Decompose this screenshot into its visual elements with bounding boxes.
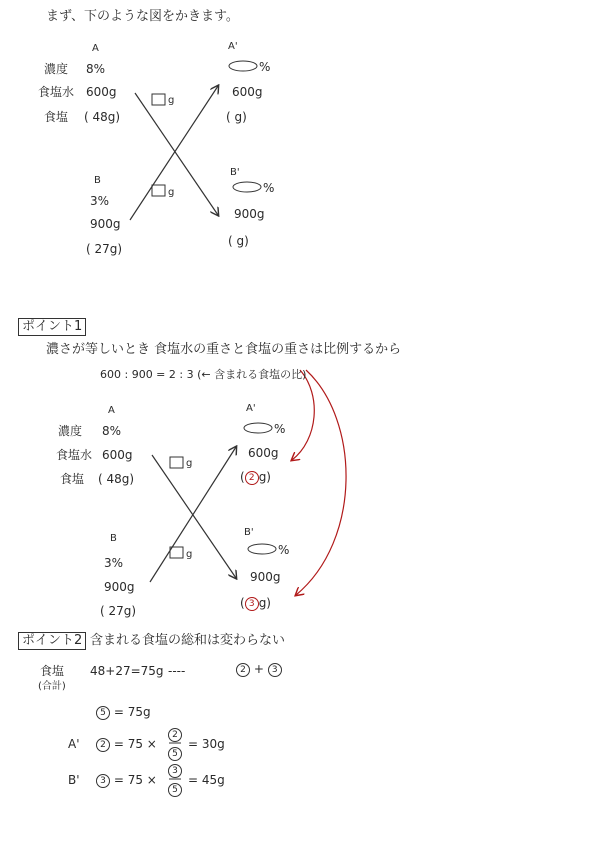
d2-a2-salt: ( 2 g) — [240, 470, 271, 484]
calc-line3 — [96, 773, 157, 788]
d1-b2-pct: % — [263, 181, 275, 195]
point1-ratio: 600 : 900 = 2 : 3 (← 含まれる食塩の比) — [100, 368, 307, 381]
d2-b-water: 900g — [104, 580, 135, 594]
point2-total-sub: (合計) — [38, 681, 66, 692]
d1-salt-label: 食塩 — [44, 110, 69, 124]
intro-text: まず、下のような図をかきます。 — [46, 9, 239, 24]
calc-line2-res: = 30g — [188, 737, 225, 751]
d1-b-salt: ( 27g) — [86, 242, 123, 256]
red-arrow-to-3 — [296, 370, 346, 595]
d2-a2-water: 600g — [248, 446, 279, 460]
d2-b2-pct: % — [278, 543, 290, 557]
calc-line3-mid: = 75 × — [113, 773, 157, 787]
d2-a2-pct: % — [274, 422, 286, 436]
d1-conc-label: 濃度 — [44, 62, 69, 76]
calc-line1-circle: 5 — [96, 706, 110, 720]
d1-b-conc: 3% — [90, 194, 110, 208]
d2-b2-salt-unit: g) — [258, 596, 271, 610]
point2-total-label: 食塩 — [40, 664, 65, 678]
calc-line3-label: B' — [68, 773, 80, 787]
d2-water-label: 食塩水 — [56, 448, 93, 462]
d1-b2-salt: ( g) — [228, 234, 249, 248]
d2-b2-label: B' — [244, 527, 254, 538]
blank-ellipse-a2 — [229, 61, 257, 71]
d1-a-conc: 8% — [86, 62, 106, 76]
d2-box-unit-bottom: g — [186, 549, 193, 560]
sum-circle-2: 2 — [236, 663, 250, 677]
d1-a2-label: A' — [228, 41, 238, 52]
point1-sentence: 濃さが等しいとき 食塩水の重さと食塩の重さは比例するから — [46, 342, 402, 357]
d1-a2-pct: % — [259, 60, 271, 74]
d2-salt-label: 食塩 — [60, 472, 85, 486]
calc-line2-num-circle: 2 — [168, 728, 182, 742]
d1-a-salt: ( 48g) — [84, 110, 121, 124]
point2-title: ポイント2 — [18, 632, 86, 650]
calc-line2-circle: 2 — [96, 738, 110, 752]
d2-b-salt: ( 27g) — [100, 604, 137, 618]
blank-box-top-2 — [170, 457, 183, 468]
point2-dashes: ---- — [168, 664, 186, 678]
d2-a2-label: A' — [246, 403, 256, 414]
d1-a-label: A — [92, 43, 99, 54]
calc-line2-den-circle: 5 — [168, 747, 182, 761]
calc-line3-res: = 45g — [188, 773, 225, 787]
d2-b-conc: 3% — [104, 556, 124, 570]
d1-b-label: B — [94, 175, 101, 186]
point2-sentence: 含まれる食塩の総和は変わらない — [90, 633, 286, 648]
d2-a2-salt-unit: g) — [258, 470, 271, 484]
d1-a-water: 600g — [86, 85, 117, 99]
calc-line3-den-circle: 5 — [168, 783, 182, 797]
blank-ellipse-b2 — [233, 182, 261, 192]
d2-box-unit-top: g — [186, 458, 193, 469]
calc-line1-rest: = 75g — [113, 705, 151, 719]
cross-line-a-to-b2 — [135, 93, 218, 215]
sum-circle-3: 3 — [268, 663, 282, 677]
calc-line2-den — [168, 746, 182, 761]
calc-line3-den — [168, 782, 182, 797]
d1-b2-label: B' — [230, 167, 240, 178]
calc-line3-num — [168, 763, 182, 778]
blank-box-top — [152, 94, 165, 105]
d2-a-salt: ( 48g) — [98, 472, 135, 486]
d2-a-water: 600g — [102, 448, 133, 462]
cross-line-b-to-a2-2 — [150, 447, 236, 582]
d2-b-label: B — [110, 533, 117, 544]
d2-b2-salt: ( 3 g) — [240, 596, 271, 610]
d2-a2-salt-circle: 2 — [245, 471, 259, 485]
d1-b2-water: 900g — [234, 207, 265, 221]
d1-water-label: 食塩水 — [38, 85, 75, 99]
d2-a-label: A — [108, 405, 115, 416]
point1-title: ポイント1 — [18, 318, 86, 336]
blank-ellipse-b2-2 — [248, 544, 276, 554]
d1-box-unit-top: g — [168, 95, 175, 106]
calc-line3-circle: 3 — [96, 774, 110, 788]
calc-line2 — [96, 737, 157, 752]
calc-line2-mid: = 75 × — [113, 737, 157, 751]
calc-line1 — [96, 705, 151, 720]
d1-b-water: 900g — [90, 217, 121, 231]
d2-b2-salt-circle: 3 — [245, 597, 259, 611]
sum-plus: + — [253, 662, 264, 676]
d1-a2-salt: ( g) — [226, 110, 247, 124]
d1-a2-water: 600g — [232, 85, 263, 99]
d2-conc-label: 濃度 — [58, 424, 83, 438]
blank-box-bottom — [152, 185, 165, 196]
calc-line3-num-circle: 3 — [168, 764, 182, 778]
calc-line2-num — [168, 727, 182, 742]
blank-ellipse-a2-2 — [244, 423, 272, 433]
d1-box-unit-bottom: g — [168, 187, 175, 198]
point2-total-calc: 48+27=75g — [90, 664, 164, 678]
d2-a-conc: 8% — [102, 424, 122, 438]
point2-sum — [236, 662, 282, 677]
red-arrow-to-2 — [292, 370, 314, 460]
d2-b2-water: 900g — [250, 570, 281, 584]
calc-line2-label: A' — [68, 737, 80, 751]
